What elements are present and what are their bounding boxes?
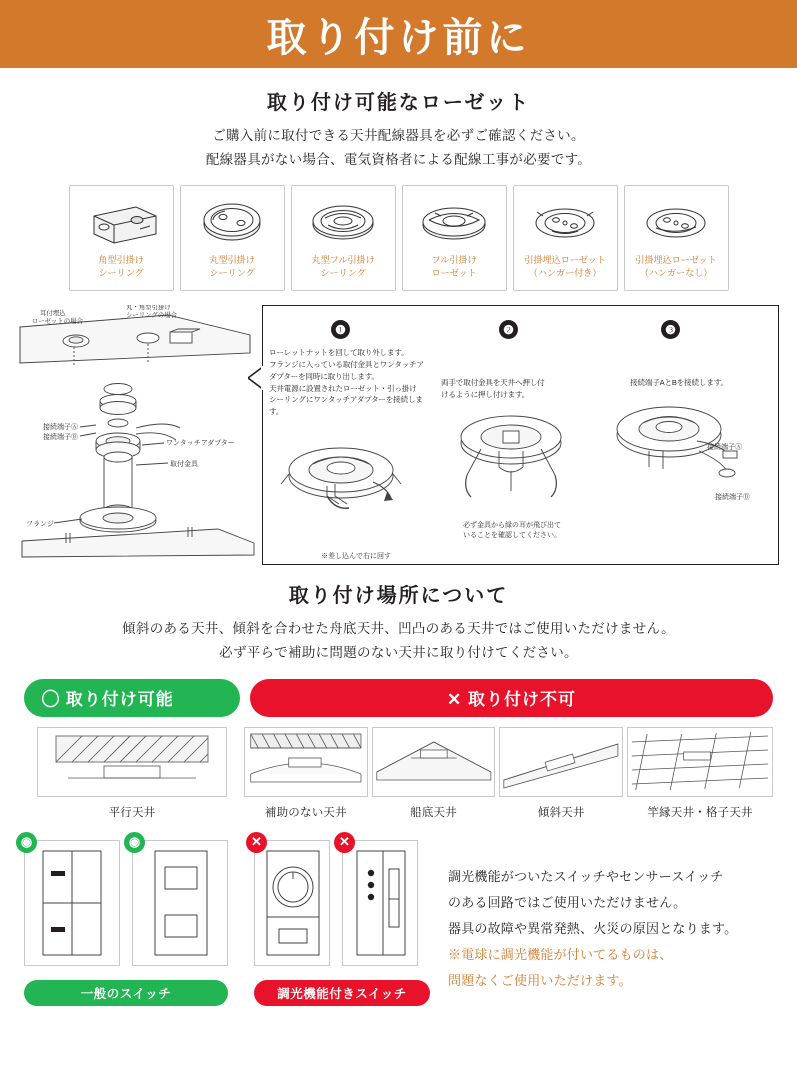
- ceiling-ok-group: [24, 727, 240, 820]
- full-hook-rosette-icon: [403, 192, 506, 254]
- install-pill-row: [0, 679, 797, 717]
- ok-mark-icon: ◉: [124, 832, 145, 853]
- round-full-hook-ceiling-icon: [292, 192, 395, 254]
- switch-card-dimmer-1: [251, 834, 330, 966]
- step-3: [603, 306, 763, 564]
- rosette-card-label: 丸型引掛け シーリング: [209, 255, 255, 278]
- svg-text:フランジ: フランジ: [26, 521, 54, 529]
- rosette-card-label: 引掛埋込ローゼット （ハンガー付き）: [524, 255, 606, 278]
- embedded-rosette-hanger-icon: [514, 192, 617, 254]
- switch-note-line4: ※電球に調光機能が付いてるものは、: [448, 946, 673, 962]
- step-1-text: ローレットナットを回して取り外します。 フランジに入っている取付金具とワンタッチア ダプターを同時に取り出します。 天井電源に設置されたローゼット・引っ掛け シーリングにワンタッチアダプターを接続します。: [269, 348, 424, 417]
- ceiling-ng-caption: 傾斜天井: [537, 806, 585, 819]
- svg-text:接続端子Ⓐ: 接続端子Ⓐ: [43, 424, 78, 432]
- switch-notes: [448, 840, 773, 1006]
- ceiling-ok-caption: 平行天井: [108, 806, 156, 819]
- switch-card-general-1: [20, 834, 120, 966]
- ceiling-card-boat-bottom: [372, 727, 496, 797]
- left-note1-line1: 耳付埋込: [40, 310, 66, 318]
- step-2-badge: ❷: [499, 320, 518, 339]
- section2-subtitle: [0, 617, 797, 664]
- rosette-card: [513, 185, 618, 291]
- ng-mark-icon: ✕: [334, 832, 355, 853]
- switch-ok-tag: 一般のスイッチ: [24, 980, 228, 1006]
- ng-mark-icon: ✕: [246, 832, 267, 853]
- section1-subtitle-line2: 配線器具がない場合、電気資格者による配線工事が必要です。: [205, 151, 592, 167]
- left-note1-line2: ローゼットの場合: [32, 318, 83, 326]
- section2-subtitle-line1: 傾斜のある天井、傾斜を合わせた舟底天井、凹凸のある天井ではご使用いただけません。: [122, 621, 675, 637]
- section2-subtitle-line2: 必ず平らで補助に問題のない天井に取り付けてください。: [219, 644, 578, 660]
- ceiling-card-no-support: [244, 727, 368, 797]
- rosette-card: [624, 185, 729, 291]
- step-3-label-b: 接続端子Ⓑ: [715, 494, 750, 502]
- step-3-text: 接続端子AとBを接続します。: [630, 378, 728, 388]
- svg-text:取付金具: 取付金具: [170, 461, 198, 469]
- section2-title: 取り付け場所について: [288, 585, 509, 608]
- switch-ng-group: [251, 834, 430, 1006]
- rosette-card: [69, 185, 174, 291]
- rosette-card-row: [0, 185, 797, 291]
- step-3-badge: ❸: [661, 320, 680, 339]
- section1-title: 取り付け可能なローゼット: [266, 92, 531, 114]
- ceiling-card-lattice: [627, 727, 773, 797]
- rosette-card-label: 丸型フル引掛け シーリング: [311, 255, 375, 278]
- square-hook-ceiling-icon: [70, 192, 173, 254]
- rosette-card-label: 引掛埋込ローゼット （ハンガーなし）: [635, 255, 717, 278]
- step-1-note: ※差し込んで右に回す: [321, 552, 391, 560]
- switch-note-line3: 器具の故障や異常発熱、火災の原因となります。: [448, 920, 738, 936]
- ceiling-ng-caption: 竿縁天井・格子天井: [647, 806, 753, 819]
- page-header: [0, 0, 797, 68]
- procedure-diagram: [18, 305, 779, 565]
- step-1-badge: ❶: [331, 320, 350, 339]
- step-1: [269, 306, 429, 564]
- ceiling-ng-item: [627, 727, 773, 820]
- rosette-card: [180, 185, 285, 291]
- ceiling-ng-caption: 補助のない天井: [264, 806, 347, 819]
- switch-card-general-2: [128, 834, 228, 966]
- ceiling-ng-item: [244, 727, 368, 820]
- switch-note-line2: のある回路ではご使用いただけません。: [448, 894, 687, 910]
- switch-ok-group: [20, 834, 236, 1006]
- embedded-rosette-nohanger-icon: [625, 192, 728, 254]
- ok-mark-icon: ◉: [16, 832, 37, 853]
- section1-subtitle-line1: ご購入前に取付できる天井配線器具を必ずご確認ください。: [212, 128, 585, 143]
- ceiling-card-parallel: [37, 727, 227, 797]
- switch-ng-tag: 調光機能付きスイッチ: [254, 980, 430, 1006]
- switch-note-line5: 問題なくご使用いただけます。: [448, 972, 632, 988]
- round-hook-ceiling-icon: [181, 192, 284, 254]
- step-2-note: 必ず金具から緑の耳が飛び出て いることを確認してください。: [463, 521, 561, 539]
- ceiling-card-slope: [499, 727, 623, 797]
- step-2-text: 両手で取付金具を天井へ押し付 けるように押し付けます。: [441, 378, 545, 400]
- ceiling-ng-caption: 船底天井: [410, 806, 457, 819]
- rosette-card-label: 角型引掛け シーリング: [98, 255, 144, 278]
- svg-text:シーリングの場合: シーリングの場合: [126, 312, 177, 320]
- svg-text:接続端子Ⓑ: 接続端子Ⓑ: [43, 434, 78, 442]
- switch-note-line1: 調光機能がついたスイッチやセンサースイッチ: [448, 868, 724, 884]
- svg-text:ワンタッチアダプター: ワンタッチアダプター: [166, 440, 235, 448]
- exploded-assembly-diagram: [18, 305, 258, 565]
- steps-panel: [262, 305, 779, 565]
- step-2: [441, 306, 591, 564]
- rosette-card: [291, 185, 396, 291]
- page-title: 取り付け前に: [266, 15, 531, 60]
- ceiling-examples-row: [0, 727, 797, 820]
- install-ok-pill: ◯ 取り付け可能: [24, 679, 240, 717]
- ceiling-ng-item: [499, 727, 623, 820]
- step-3-label-a: 接続端子Ⓐ: [707, 444, 742, 452]
- switch-section: [0, 834, 797, 1006]
- rosette-card: [402, 185, 507, 291]
- ceiling-ng-group: [244, 727, 773, 820]
- section1-subtitle: [0, 124, 797, 171]
- switch-card-dimmer-2: [339, 834, 418, 966]
- svg-text:丸・角型引掛け: 丸・角型引掛け: [126, 305, 171, 312]
- rosette-card-label: フル引掛け ローゼット: [431, 255, 477, 278]
- install-ng-pill: ✕ 取り付け不可: [250, 679, 773, 717]
- ceiling-ng-item: [372, 727, 496, 820]
